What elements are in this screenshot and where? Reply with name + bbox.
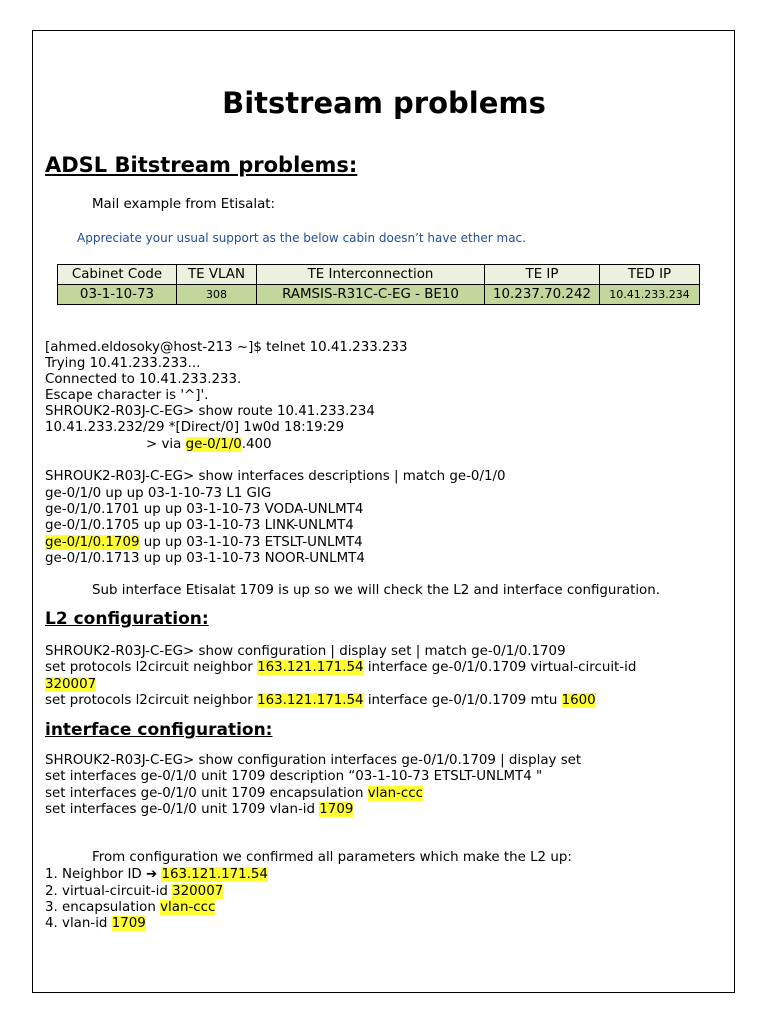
section-heading-l2: L2 configuration: (45, 609, 209, 629)
table-row (58, 285, 700, 305)
table-cell: 10.41.233.234 (600, 285, 700, 305)
table-header-row (58, 265, 700, 285)
highlight-interface: ge-0/1/0 (185, 437, 242, 452)
session-line: ge-0/1/0.1705 up up 03-1-10-73 LINK-UNLMT4 (45, 518, 354, 533)
highlight-neighbor-ip: 163.121.171.54 (257, 693, 364, 708)
iface-set-prefix: set interfaces ge-0/1/0 unit 1709 vlan-id (45, 802, 320, 817)
table-cell: 03-1-10-73 (58, 285, 177, 305)
via-suffix: .400 (241, 437, 272, 452)
highlight-vlan-id: 1709 (319, 802, 354, 817)
section-heading-adsl: ADSL Bitstream problems: (45, 153, 358, 177)
summary-item-label: 1. Neighbor ID ➔ (45, 867, 162, 882)
mail-intro: Mail example from Etisalat: (92, 197, 276, 212)
highlight-subinterface: ge-0/1/0.1709 (45, 535, 140, 550)
table-header-cell: Cabinet Code (58, 265, 177, 285)
session-line: ge-0/1/0 up up 03-1-10-73 L1 GIG (45, 486, 272, 501)
session-line: Trying 10.41.233.233... (45, 356, 201, 371)
iface-set-prefix: set interfaces ge-0/1/0 unit 1709 encapsulation (45, 786, 368, 801)
session-line-via (146, 437, 272, 453)
session-line: ge-0/1/0.1701 up up 03-1-10-73 VODA-UNLMT4 (45, 502, 364, 517)
session-line: ge-0/1/0.1713 up up 03-1-10-73 NOOR-UNLMT4 (45, 551, 365, 566)
cabinet-table (57, 264, 700, 305)
via-prefix: > via (146, 437, 186, 452)
summary-item-label: 3. encapsulation (45, 900, 161, 915)
l2-set-line-1-cont (45, 677, 96, 693)
summary-intro: From configuration we confirmed all parameters which make the L2 up: (92, 850, 572, 865)
summary-item (45, 916, 146, 932)
mail-quote: Appreciate your usual support as the below cabin doesn’t have ether mac. (77, 231, 526, 245)
highlight-encapsulation: vlan-ccc (367, 786, 423, 801)
iface-set-line-vlan (45, 802, 353, 818)
table-cell: 308 (177, 285, 257, 305)
table-cell: RAMSIS-R31C-C-EG - BE10 (257, 285, 485, 305)
l2-set-prefix: set protocols l2circuit neighbor (45, 693, 258, 708)
highlight-encapsulation: vlan-ccc (160, 900, 216, 915)
iface-command: SHROUK2-R03J-C-EG> show configuration interfaces ge-0/1/0.1709 | display set (45, 753, 582, 768)
iface-set-line-encap (45, 786, 423, 802)
l2-set-line-2 (45, 693, 596, 709)
table-header-cell: TED IP (600, 265, 700, 285)
iface-set-line: set interfaces ge-0/1/0 unit 1709 description “03-1-10-73 ETSLT-UNLMT4 " (45, 769, 543, 784)
highlight-mtu: 1600 (561, 693, 596, 708)
session-line: SHROUK2-R03J-C-EG> show route 10.41.233.234 (45, 404, 375, 419)
note-text: Sub interface Etisalat 1709 is up so we will check the L2 and interface configuration. (92, 583, 660, 598)
session-line-etslt (45, 535, 363, 551)
summary-item (45, 884, 223, 900)
highlight-vc-id: 320007 (45, 677, 97, 692)
session-line: 10.41.233.232/29 *[Direct/0] 1w0d 18:19:29 (45, 420, 345, 435)
table-cell: 10.237.70.242 (485, 285, 600, 305)
summary-item-label: 2. virtual-circuit-id (45, 884, 173, 899)
summary-item (45, 867, 268, 883)
session-line: Connected to 10.41.233.233. (45, 372, 242, 387)
highlight-vc-id: 320007 (172, 884, 224, 899)
table-header-cell: TE VLAN (177, 265, 257, 285)
highlight-vlan-id: 1709 (111, 916, 146, 931)
table-header-cell: TE IP (485, 265, 600, 285)
page-title: Bitstream problems (222, 86, 546, 120)
l2-set-prefix: set protocols l2circuit neighbor (45, 660, 258, 675)
summary-item-label: 4. vlan-id (45, 916, 112, 931)
l2-set-line-1 (45, 660, 636, 676)
etslt-status: up up 03-1-10-73 ETSLT-UNLMT4 (139, 535, 363, 550)
section-heading-interface: interface configuration: (45, 720, 273, 740)
session-line: [ahmed.eldosoky@host-213 ~]$ telnet 10.41.233.233 (45, 340, 408, 355)
session-line: Escape character is '^]'. (45, 388, 209, 403)
l2-set-mid: interface ge-0/1/0.1709 virtual-circuit-id (363, 660, 637, 675)
l2-set-mid: interface ge-0/1/0.1709 mtu (363, 693, 562, 708)
highlight-neighbor-ip: 163.121.171.54 (257, 660, 364, 675)
table-header-cell: TE Interconnection (257, 265, 485, 285)
highlight-neighbor-ip: 163.121.171.54 (161, 867, 268, 882)
l2-command: SHROUK2-R03J-C-EG> show configuration | display set | match ge-0/1/0.1709 (45, 644, 566, 659)
summary-item (45, 900, 215, 916)
session-line: SHROUK2-R03J-C-EG> show interfaces descriptions | match ge-0/1/0 (45, 469, 506, 484)
